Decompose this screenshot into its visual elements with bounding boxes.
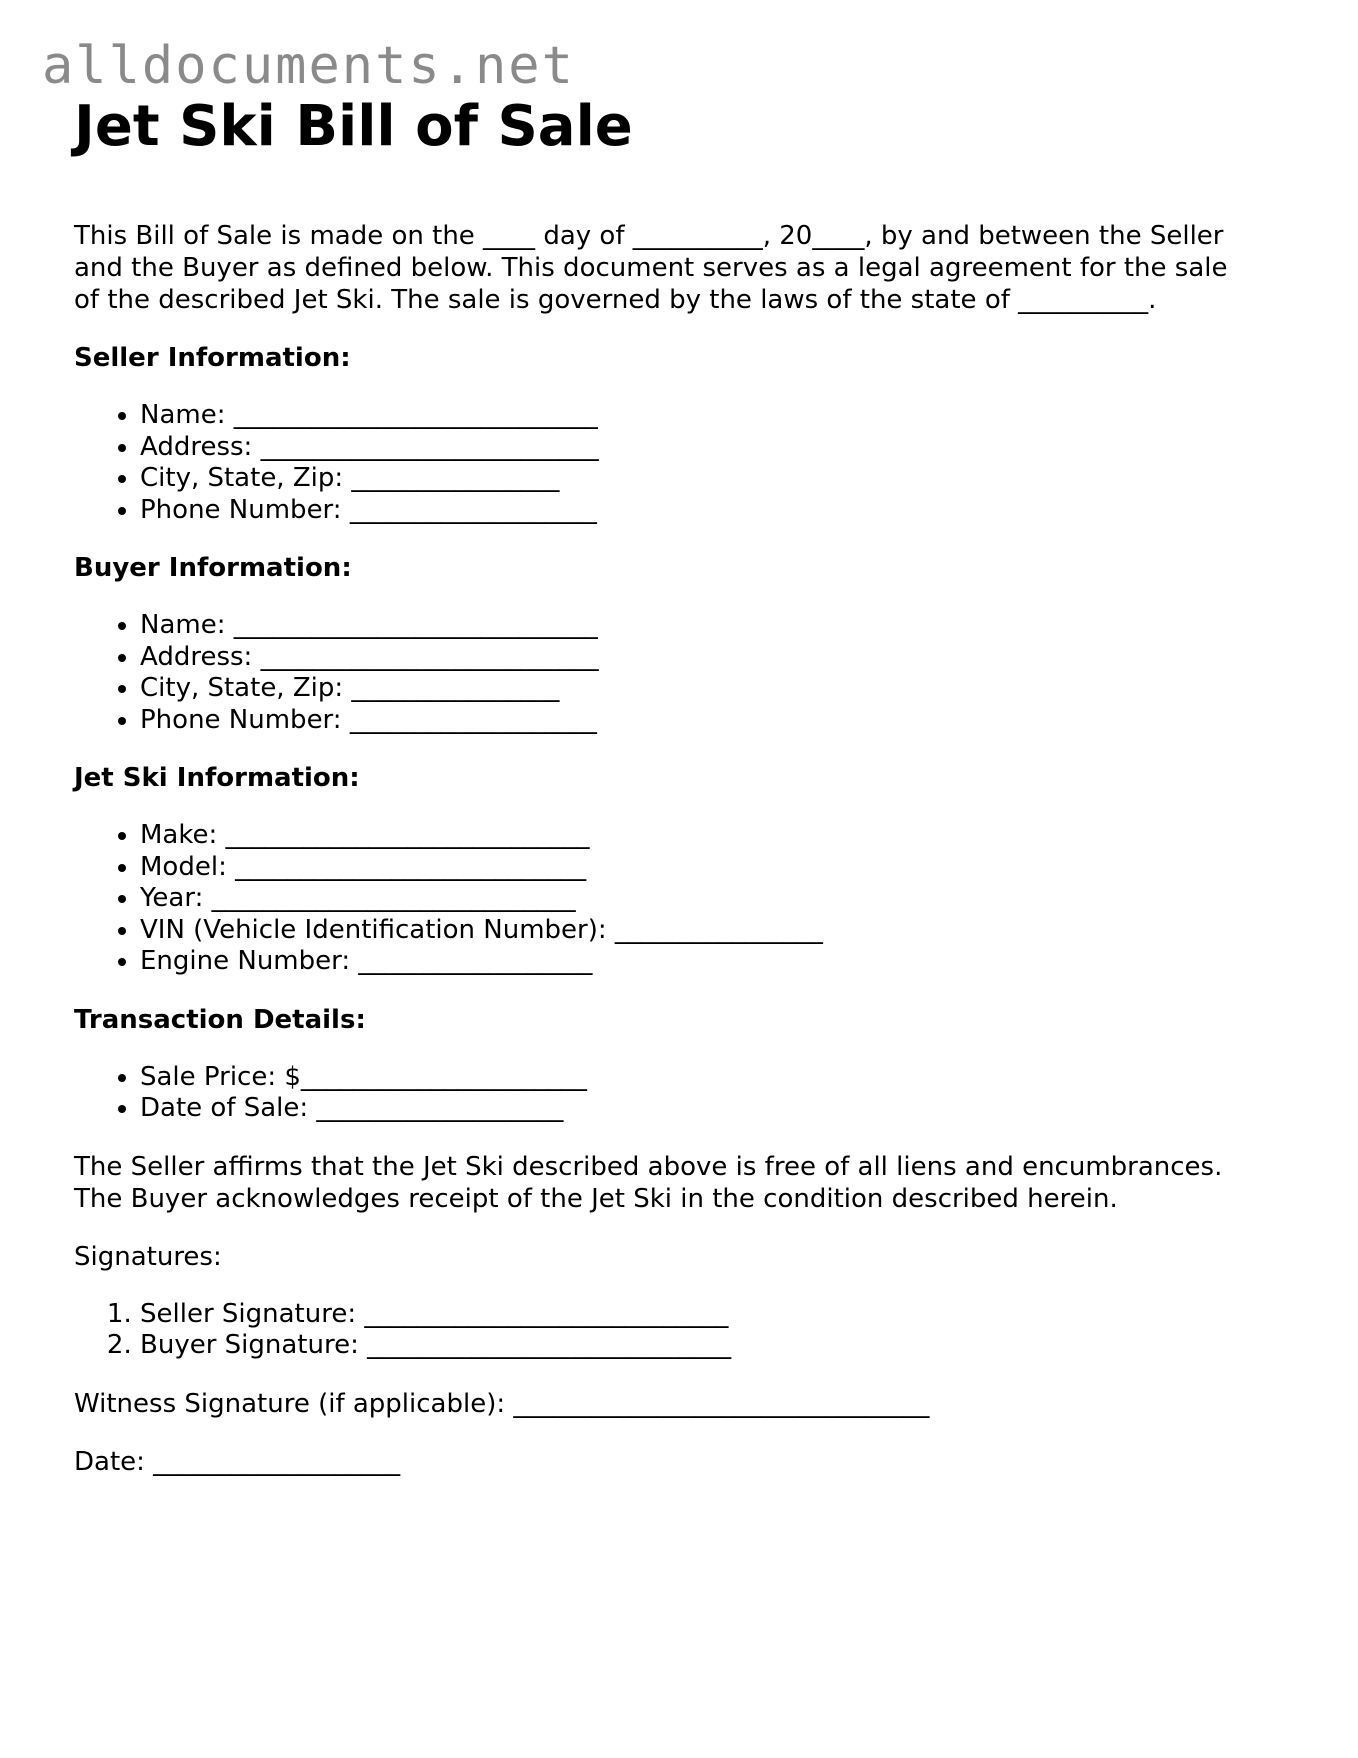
buyer-fields: [74, 610, 1294, 736]
seller-fields: [74, 400, 1294, 526]
buyer-heading: Buyer Information:: [74, 553, 352, 583]
buyer-city-state-zip-field: • City, State, Zip: ________________: [140, 673, 1294, 705]
jetski-heading: Jet Ski Information:: [74, 763, 360, 793]
sale-price-field: • Sale Price: $______________________: [140, 1062, 1294, 1094]
affirmation-paragraph: [74, 1151, 1294, 1215]
witness-signature-field: Witness Signature (if applicable): ________________________________: [74, 1388, 930, 1419]
jetski-fields: [74, 820, 1294, 978]
intro-line: and the Buyer as defined below. This document serves as a legal agreement for the sale: [74, 253, 1228, 283]
date-field: Date: ___________________: [74, 1446, 401, 1477]
signature-list: [74, 1299, 1294, 1362]
seller-address-field: • Address: __________________________: [140, 432, 1294, 464]
transaction-fields: [74, 1062, 1294, 1125]
affirmation-line: The Buyer acknowledges receipt of the Jet Ski in the condition described herein.: [74, 1183, 1118, 1214]
jetski-engine-number-field: • Engine Number: __________________: [140, 946, 1294, 978]
date-of-sale-field: • Date of Sale: ___________________: [140, 1093, 1294, 1125]
jetski-vin-field: • VIN (Vehicle Identification Number): ________________: [140, 915, 1294, 947]
jetski-make-field: • Make: ____________________________: [140, 820, 1294, 852]
seller-name-field: • Name: ____________________________: [140, 400, 1294, 432]
seller-phone-field: • Phone Number: ___________________: [140, 495, 1294, 527]
jetski-model-field: • Model: ___________________________: [140, 852, 1294, 884]
watermark: alldocuments.net: [42, 36, 575, 96]
buyer-name-field: • Name: ____________________________: [140, 610, 1294, 642]
intro-paragraph: [74, 220, 1294, 316]
jetski-year-field: • Year: ____________________________: [140, 883, 1294, 915]
seller-signature-field: 1. Seller Signature: ____________________________: [140, 1299, 1294, 1331]
signatures-label: Signatures:: [74, 1241, 222, 1272]
buyer-address-field: • Address: __________________________: [140, 642, 1294, 674]
intro-line: of the described Jet Ski. The sale is governed by the laws of the state of __________.: [74, 285, 1157, 315]
intro-line: This Bill of Sale is made on the ____ day of __________, 20____, by and between the Seller: [74, 221, 1224, 251]
buyer-phone-field: • Phone Number: ___________________: [140, 705, 1294, 737]
document-page: [74, 94, 1294, 1478]
seller-heading: Seller Information:: [74, 343, 351, 373]
transaction-heading: Transaction Details:: [74, 1004, 366, 1035]
buyer-signature-field: 2. Buyer Signature: ____________________________: [140, 1330, 1294, 1362]
page-title: Jet Ski Bill of Sale: [74, 94, 633, 159]
seller-city-state-zip-field: • City, State, Zip: ________________: [140, 463, 1294, 495]
affirmation-line: The Seller affirms that the Jet Ski described above is free of all liens and encumbrances.: [74, 1151, 1223, 1182]
